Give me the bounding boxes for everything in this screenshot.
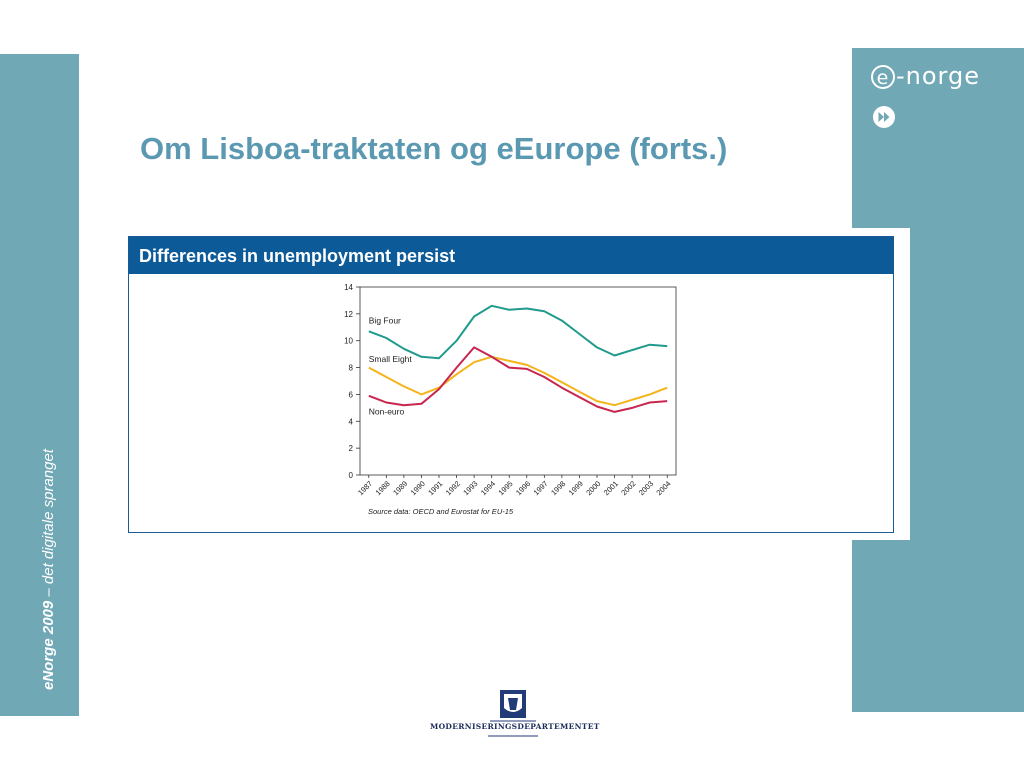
unemployment-line-chart: [129, 274, 893, 532]
plot-frame: [360, 287, 676, 475]
ministry-logo: [430, 688, 600, 740]
x-tick-label: 1989: [391, 479, 410, 498]
x-tick-label: 2001: [601, 479, 620, 498]
chart-panel: [128, 236, 894, 533]
x-tick-label: 1993: [461, 479, 480, 498]
enorge-logo: [871, 62, 980, 90]
x-tick-label: 1997: [531, 479, 550, 498]
y-tick-label: 8: [348, 363, 353, 373]
x-tick-label: 1991: [426, 479, 445, 498]
x-tick-label: 1987: [356, 479, 375, 498]
logo-text: -norge: [896, 62, 980, 90]
x-tick-label: 2003: [636, 479, 656, 498]
x-tick-label: 1990: [408, 479, 427, 498]
x-tick-label: 1998: [549, 479, 568, 498]
x-tick-label: 1996: [514, 479, 533, 498]
y-tick-label: 10: [344, 336, 353, 346]
series-line-small-eight: [369, 357, 667, 405]
source-note: Source data: OECD and Eurostat for EU-15: [368, 507, 514, 516]
slide-title: Om Lisboa-traktaten og eEurope (forts.): [140, 131, 728, 166]
coat-of-arms-icon: [430, 688, 596, 722]
x-tick-label: 2004: [654, 479, 673, 498]
x-tick-label: 1999: [566, 479, 585, 498]
side-caption-rest: – det digitale spranget: [40, 449, 57, 601]
series-line-big-four: [369, 306, 667, 358]
fast-forward-icon[interactable]: [872, 105, 896, 129]
series-label: Big Four: [368, 315, 401, 326]
ministry-underline: [430, 734, 596, 740]
series-label: Small Eight: [368, 354, 412, 365]
y-tick-label: 0: [348, 471, 353, 480]
x-tick-label: 1995: [496, 479, 515, 498]
y-tick-label: 4: [348, 417, 353, 427]
x-tick-label: 1988: [373, 479, 392, 498]
logo-e-circle: e: [871, 65, 895, 89]
y-tick-label: 2: [348, 444, 353, 454]
x-tick-label: 1994: [478, 479, 498, 498]
y-tick-label: 12: [344, 309, 353, 319]
ministry-name: MODERNISERINGSDEPARTEMENTET: [430, 722, 600, 731]
x-tick-label: 2000: [584, 479, 603, 498]
chart-title: Differences in unemployment persist: [129, 237, 893, 274]
y-tick-label: 14: [344, 283, 353, 292]
side-caption-bold: eNorge 2009: [40, 600, 57, 690]
x-tick-label: 1992: [443, 479, 462, 498]
y-tick-label: 6: [348, 390, 353, 400]
series-label: Non-euro: [368, 406, 405, 417]
side-caption: [40, 449, 57, 690]
x-tick-label: 2002: [619, 479, 638, 498]
